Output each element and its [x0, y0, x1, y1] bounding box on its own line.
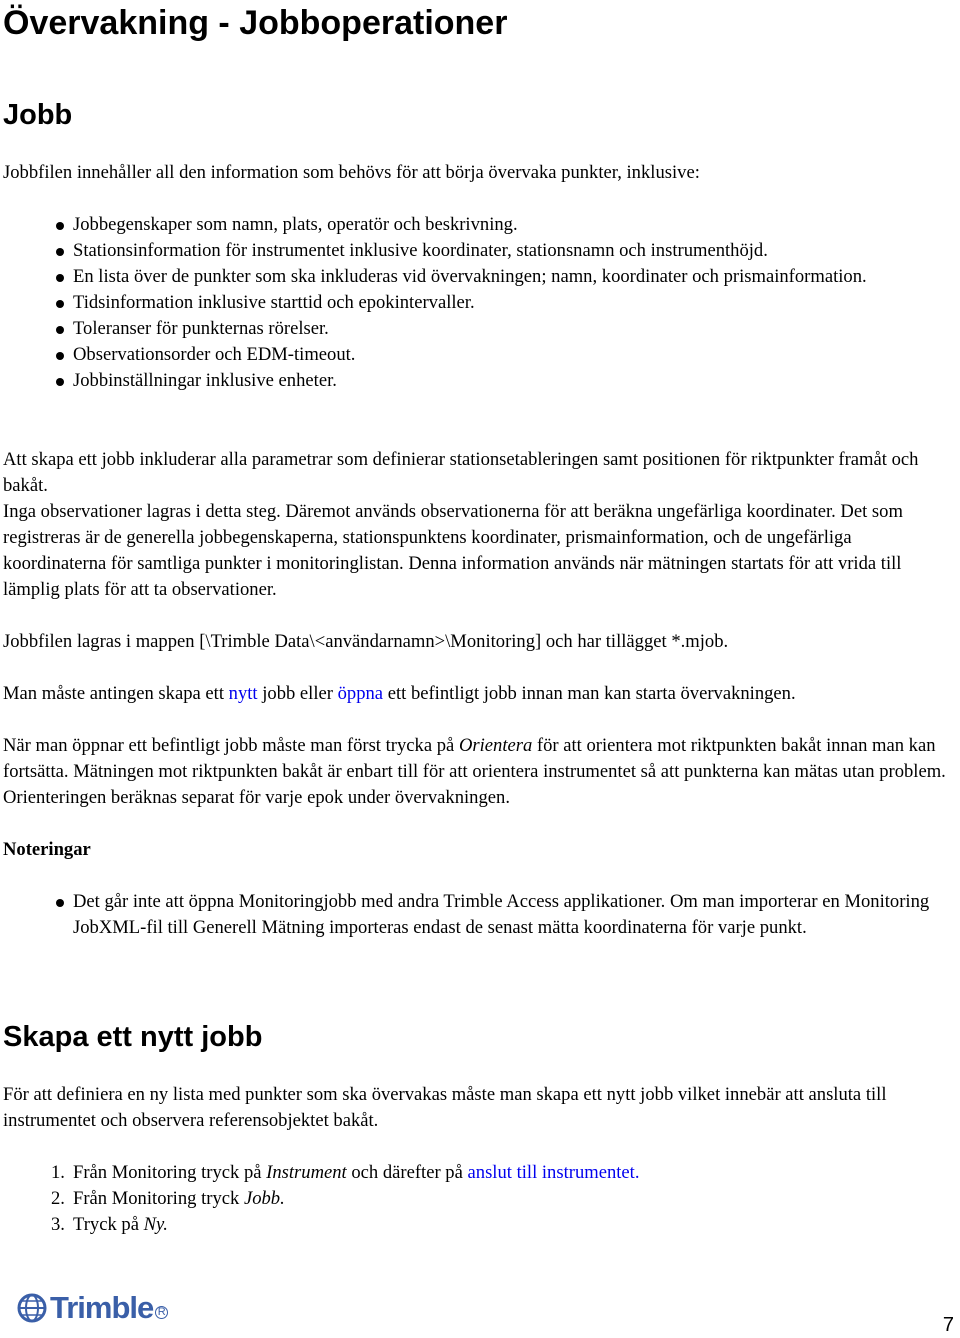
globe-icon [17, 1293, 47, 1323]
instrument-term: Instrument [266, 1162, 347, 1183]
jobb-content-list [3, 212, 958, 394]
section-heading-jobb: Jobb [3, 99, 73, 131]
step-number: 1. [51, 1162, 65, 1183]
list-item: Observationsorder och EDM-timeout. [3, 342, 958, 368]
orientera-term: Orientera [458, 735, 533, 756]
text-span: Från Monitoring tryck [73, 1188, 244, 1209]
list-item: Toleranser för punkternas rörelser. [3, 316, 958, 342]
page-title: Övervakning - Jobboperationer [3, 4, 508, 42]
text-span: Man måste antingen skapa ett [3, 683, 229, 704]
new-job-intro: För att definiera en ny lista med punkter som ska övervakas måste man skapa ett nytt jobb vilket innebär att ansluta till instrumentet och observera referensobjektet bakåt. [3, 1084, 887, 1131]
must-create-or-open-paragraph [3, 681, 958, 707]
open-existing-job-paragraph [3, 733, 958, 811]
text-span: jobb eller [257, 683, 338, 704]
logo-wordmark: Trimble [50, 1290, 154, 1325]
section-heading-new-job: Skapa ett nytt jobb [3, 1021, 263, 1053]
list-item: Stationsinformation för instrumentet inklusive koordinater, stationsnamn och instrumenthöjd. [3, 238, 958, 264]
list-item: Jobbegenskaper som namn, plats, operatör och beskrivning. [3, 212, 958, 238]
storage-paragraph: Jobbfilen lagras i mappen [\Trimble Data\<användarnamn>\Monitoring] och har tillägget *.mjob. [3, 631, 729, 652]
ny-term: Ny. [143, 1214, 168, 1235]
trimble-logo [17, 1291, 168, 1325]
open-job-link[interactable]: öppna [337, 683, 384, 704]
text-span: Tryck på [73, 1214, 144, 1235]
step-item [3, 1212, 958, 1238]
step-item [3, 1160, 958, 1186]
step-number: 2. [51, 1188, 65, 1209]
list-item: En lista över de punkter som ska inkluderas vid övervakningen; namn, koordinater och prismainformation. [3, 264, 958, 290]
text-span: för att orientera mot riktpunkten bakåt innan man kan fortsätta. Mätningen mot riktpunkten bakåt är enbart till för att orientera instrumentet så att punkterna kan mätas utan problem. Orienteringen beräknas separat för varje epok under övervakningen. [3, 735, 946, 808]
connect-instrument-link[interactable]: anslut till instrumentet. [467, 1162, 640, 1183]
notes-heading: Noteringar [3, 839, 91, 860]
text-span: ett befintligt jobb innan man kan starta övervakningen. [383, 683, 796, 704]
text-span: och därefter på [346, 1162, 468, 1183]
list-item: Tidsinformation inklusive starttid och epokintervaller. [3, 290, 958, 316]
notes-list [3, 889, 958, 941]
step-number: 3. [51, 1214, 65, 1235]
step-item [3, 1186, 958, 1212]
jobb-term: Jobb. [243, 1188, 285, 1209]
text-span: Från Monitoring tryck på [73, 1162, 267, 1183]
list-item: Jobbinställningar inklusive enheter. [3, 368, 958, 394]
create-job-paragraph-2: Inga observationer lagras i detta steg. Däremot används observationerna för att beräkna ungefärliga koordinater. Det som registreras är de generella jobbegenskaperna, stationspunktens koordinater, prismainformation, och de ungefärliga koordinaterna för samtliga punkter i monitoringlistan. Denna information används när mätningen startats för att vrida till lämplig plats för att ta observationer. [3, 501, 903, 600]
jobb-intro: Jobbfilen innehåller all den information som behövs för att börja övervaka punkter, inklusive: [3, 162, 700, 183]
note-item: Det går inte att öppna Monitoringjobb med andra Trimble Access applikationer. Om man importerar en Monitoring JobXML-fil till Generell Mätning importeras endast de senast mätta koordinaterna för varje punkt. [3, 889, 958, 941]
text-span: När man öppnar ett befintligt jobb måste man först trycka på [3, 735, 459, 756]
create-job-paragraph-1: Att skapa ett jobb inkluderar alla parametrar som definierar stationsetableringen samt positionen för riktpunkter framåt och bakåt. [3, 449, 919, 496]
new-job-link[interactable]: nytt [228, 683, 258, 704]
new-job-steps [3, 1160, 958, 1238]
registered-mark: R [155, 1306, 168, 1319]
page-number: 7 [942, 1314, 954, 1336]
